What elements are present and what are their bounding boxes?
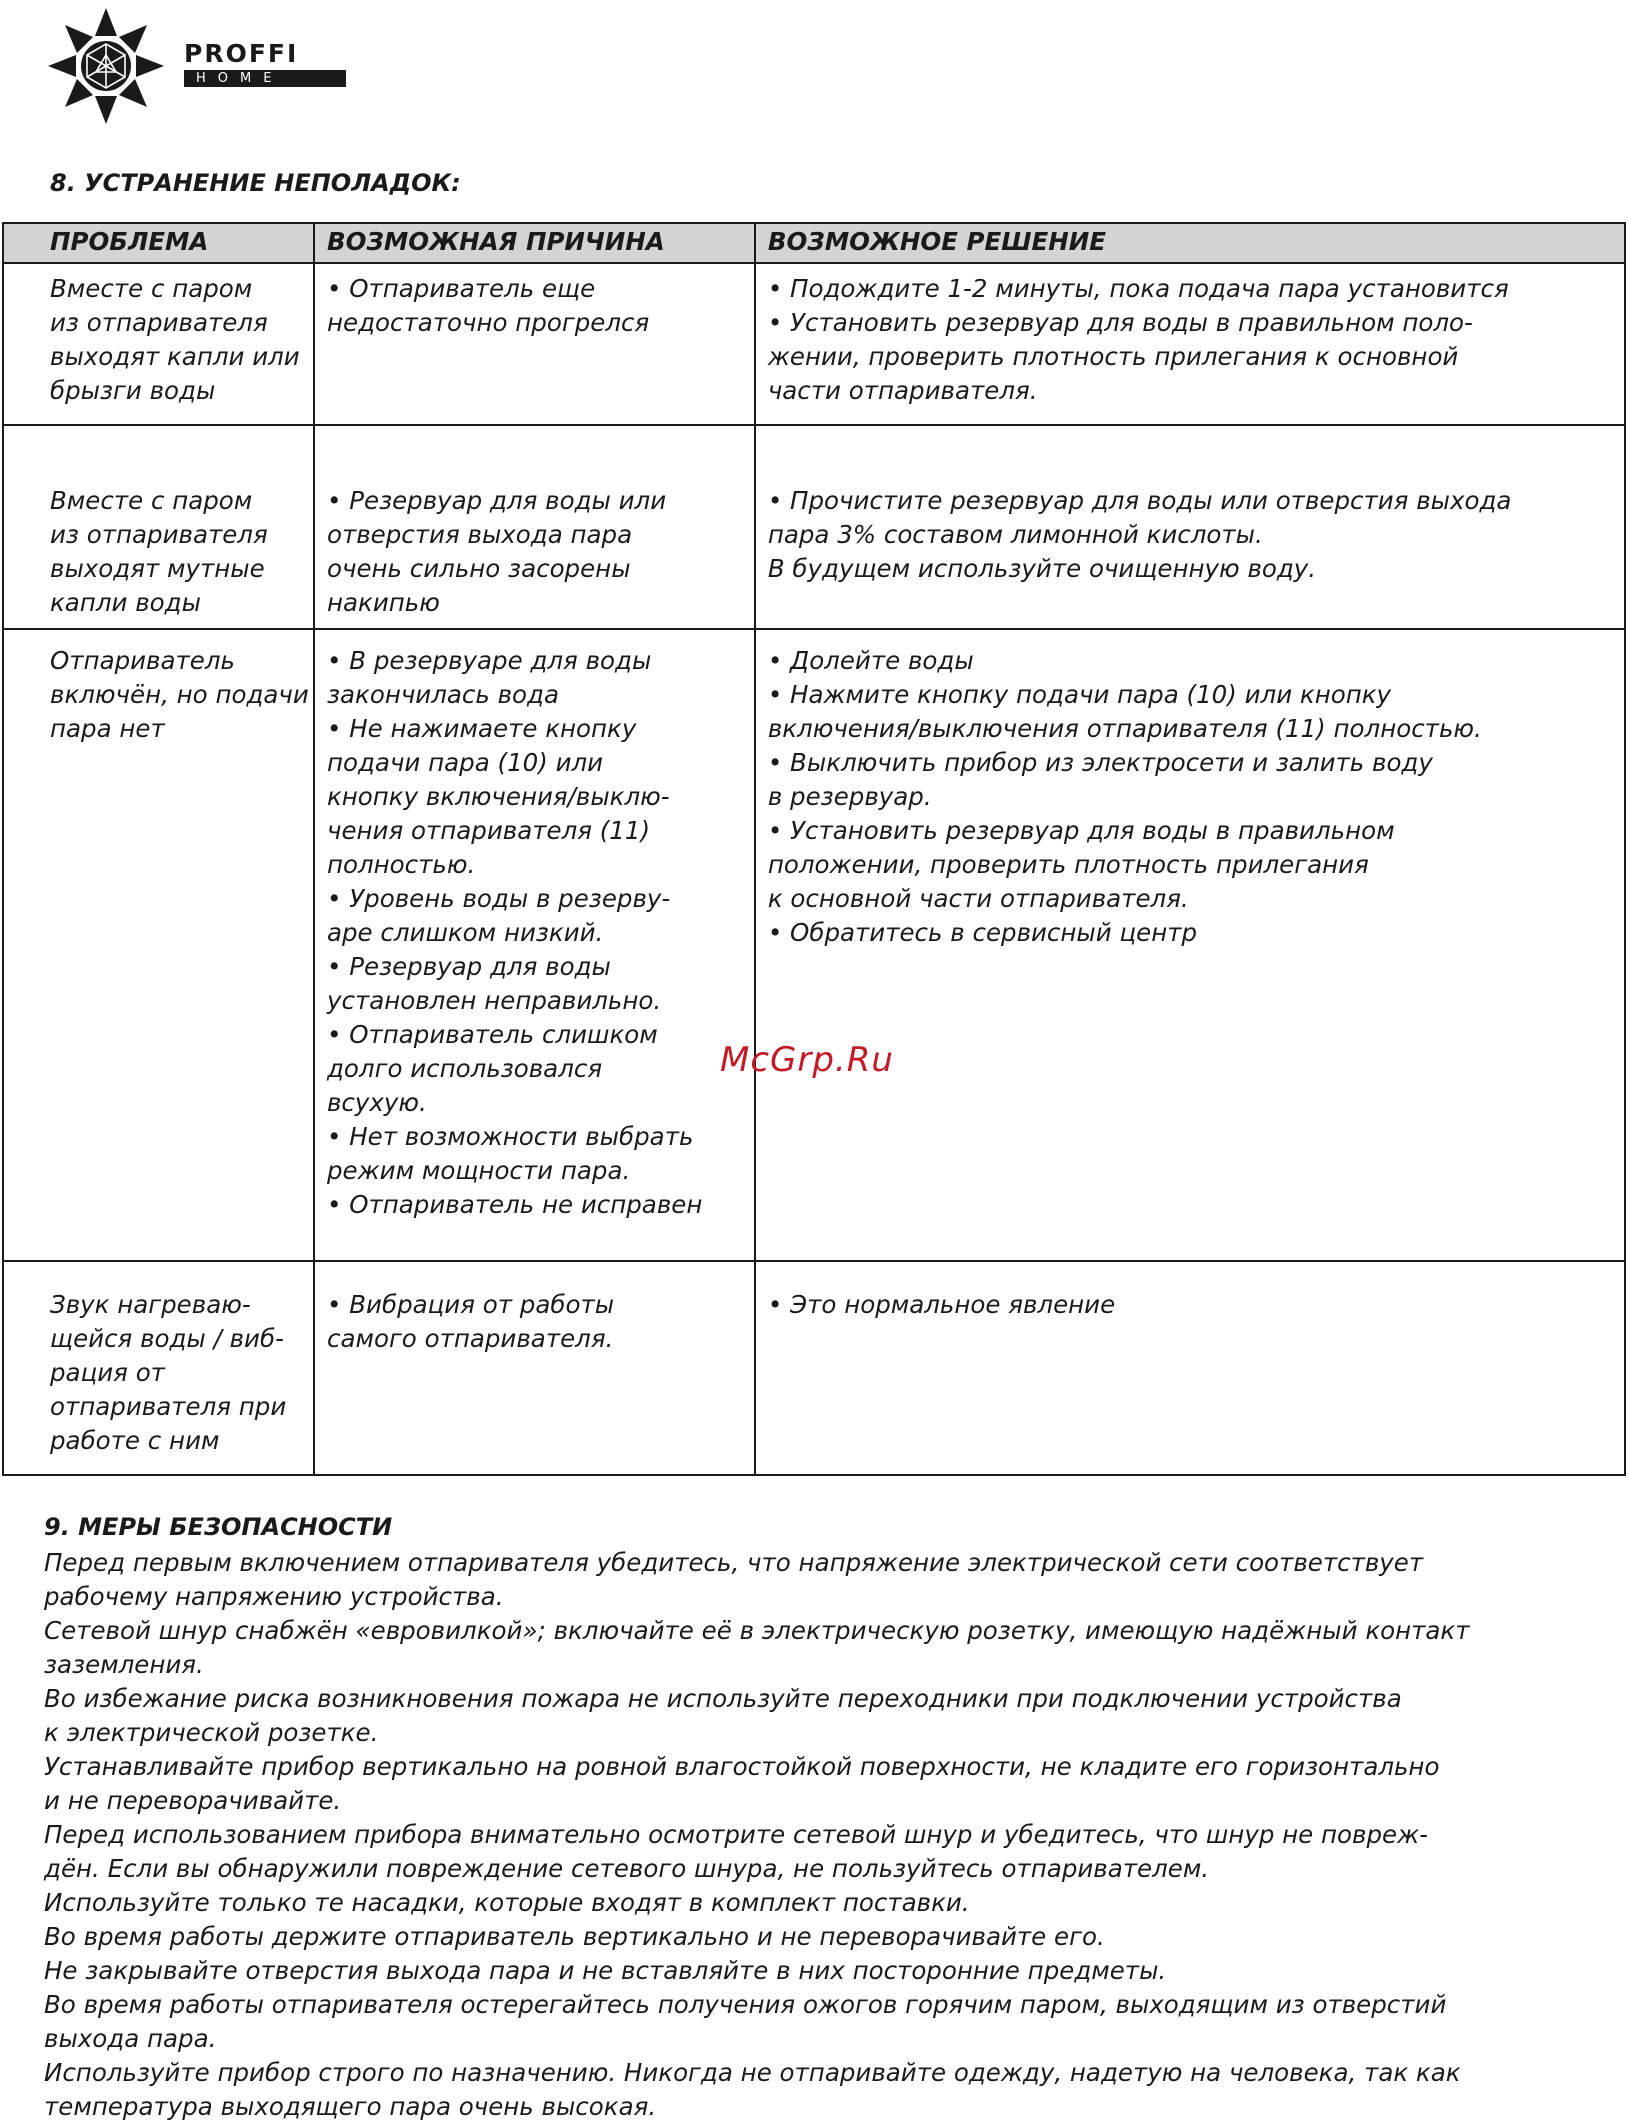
- safety-line: выхода пара.: [44, 2024, 217, 2053]
- cell-line: • В резервуаре для воды: [326, 646, 652, 675]
- cell-line: чения отпаривателя (11): [326, 816, 651, 845]
- safety-line: к электрической розетке.: [44, 1718, 379, 1747]
- troubleshooting-title: 8. УСТРАНЕНИЕ НЕПОЛАДОК:: [50, 169, 461, 197]
- cell-problem: [3, 425, 314, 629]
- safety-line: Сетевой шнур снабжён «евровилкой»; включайте её в электрическую розетку, имеющую надёжный контакт: [44, 1616, 1470, 1645]
- cell-line: В будущем используйте очищенную воду.: [767, 554, 1317, 583]
- cell-line: части отпаривателя.: [767, 376, 1038, 405]
- cell-line: рация от: [50, 1358, 165, 1387]
- cell-line: • Нажмите кнопку подачи пара (10) или кнопку: [767, 680, 1392, 709]
- cell-line: из отпаривателя: [50, 520, 268, 549]
- cell-line: • Отпариватель не исправен: [326, 1190, 703, 1219]
- cell-line: накипью: [326, 588, 440, 617]
- cell-cause: [314, 629, 755, 1261]
- cell-line: • Резервуар для воды: [326, 952, 611, 981]
- cell-line: жении, проверить плотность прилегания к основной: [767, 342, 1459, 371]
- safety-line: Используйте прибор строго по назначению. Никогда не отпаривайте одежду, надетую на человека, так как: [44, 2058, 1461, 2087]
- watermark: McGrp.Ru: [720, 1040, 894, 1080]
- table-row: [3, 263, 1625, 425]
- cell-line: в резервуар.: [767, 782, 932, 811]
- cell-line: • Отпариватель еще: [326, 274, 596, 303]
- cell-line: выходят капли или: [50, 342, 300, 371]
- cell-line: очень сильно засорены: [326, 554, 631, 583]
- cell-line: отверстия выхода пара: [326, 520, 633, 549]
- cell-solution: [755, 263, 1625, 425]
- cell-line: недостаточно прогрелся: [326, 308, 650, 337]
- cell-line: кнопку включения/выклю-: [326, 782, 670, 811]
- cell-line: • Уровень воды в резерву-: [326, 884, 671, 913]
- proffi-star-logo-icon: [44, 6, 174, 126]
- safety-line: Во избежание риска возникновения пожара не используйте переходники при подключении устройства: [44, 1684, 1402, 1713]
- cell-line: • Долейте воды: [767, 646, 974, 675]
- cell-line: • Это нормальное явление: [767, 1290, 1116, 1319]
- cell-line: • Не нажимаете кнопку: [326, 714, 637, 743]
- cell-line: • Подождите 1-2 минуты, пока подача пара установится: [767, 274, 1509, 303]
- brand-wordmark: [184, 40, 346, 87]
- cell-line: выходят мутные: [50, 554, 265, 583]
- cell-problem: [3, 629, 314, 1261]
- cell-line: аре слишком низкий.: [326, 918, 604, 947]
- cell-cause: [314, 263, 755, 425]
- cell-line: • Вибрация от работы: [326, 1290, 615, 1319]
- safety-line: Используйте только те насадки, которые входят в комплект поставки.: [44, 1888, 970, 1917]
- table-header-row: [3, 223, 1625, 263]
- cell-line: закончилась вода: [326, 680, 559, 709]
- cell-solution: [755, 629, 1625, 1261]
- cell-line: пара нет: [50, 714, 165, 743]
- cell-line: • Прочистите резервуар для воды или отверстия выхода: [767, 486, 1512, 515]
- safety-line: дён. Если вы обнаружили повреждение сетевого шнура, не пользуйтесь отпаривателем.: [44, 1854, 1210, 1883]
- cell-line: • Установить резервуар для воды в правильном поло-: [767, 308, 1473, 337]
- brand-logo: [44, 6, 364, 126]
- troubleshooting-table: [2, 222, 1626, 1476]
- cell-line: • Резервуар для воды или: [326, 486, 667, 515]
- cell-cause: [314, 425, 755, 629]
- cell-line: Отпариватель: [50, 646, 235, 675]
- cell-line: • Установить резервуар для воды в правильном: [767, 816, 1395, 845]
- safety-line: заземления.: [44, 1650, 204, 1679]
- cell-line: щейся воды / виб-: [50, 1324, 284, 1353]
- brand-sub: HOME: [184, 70, 346, 87]
- cell-problem: [3, 263, 314, 425]
- cell-line: работе с ним: [50, 1426, 220, 1455]
- brand-name: PROFFI: [184, 39, 299, 68]
- cell-problem: [3, 1261, 314, 1475]
- safety-line: и не переворачивайте.: [44, 1786, 342, 1815]
- cell-line: из отпаривателя: [50, 308, 268, 337]
- table-row: [3, 629, 1625, 1261]
- cell-line: брызги воды: [50, 376, 216, 405]
- cell-line: Вместе с паром: [50, 274, 253, 303]
- cell-solution: [755, 425, 1625, 629]
- cell-line: подачи пара (10) или: [326, 748, 604, 777]
- cell-line: Вместе с паром: [50, 486, 253, 515]
- cell-line: положении, проверить плотность прилегания: [767, 850, 1369, 879]
- table-row: [3, 1261, 1625, 1475]
- cell-line: режим мощности пара.: [326, 1156, 631, 1185]
- cell-line: капли воды: [50, 588, 201, 617]
- safety-line: Перед использованием прибора внимательно осмотрите сетевой шнур и убедитесь, что шнур не повреж-: [44, 1820, 1429, 1849]
- safety-line: Не закрывайте отверстия выхода пара и не вставляйте в них посторонние предметы.: [44, 1956, 1167, 1985]
- header-problem: ПРОБЛЕМА: [3, 223, 314, 263]
- cell-line: полностью.: [326, 850, 476, 879]
- cell-line: включён, но подачи: [50, 680, 309, 709]
- cell-line: • Отпариватель слишком: [326, 1020, 658, 1049]
- cell-line: всухую.: [326, 1088, 427, 1117]
- safety-title: 9. МЕРЫ БЕЗОПАСНОСТИ: [44, 1513, 393, 1541]
- cell-line: пара 3% составом лимонной кислоты.: [767, 520, 1263, 549]
- safety-text: [44, 1546, 1614, 2124]
- safety-line: рабочему напряжению устройства.: [44, 1582, 504, 1611]
- cell-line: к основной части отпаривателя.: [767, 884, 1189, 913]
- header-cause: ВОЗМОЖНАЯ ПРИЧИНА: [314, 223, 755, 263]
- cell-line: Звук нагреваю-: [50, 1290, 251, 1319]
- cell-line: самого отпаривателя.: [326, 1324, 614, 1353]
- cell-cause: [314, 1261, 755, 1475]
- cell-line: долго использовался: [326, 1054, 603, 1083]
- safety-line: Устанавливайте прибор вертикально на ровной влагостойкой поверхности, не кладите его горизонтально: [44, 1752, 1440, 1781]
- cell-solution: [755, 1261, 1625, 1475]
- cell-line: • Выключить прибор из электросети и залить воду: [767, 748, 1433, 777]
- cell-line: отпаривателя при: [50, 1392, 287, 1421]
- cell-line: установлен неправильно.: [326, 986, 662, 1015]
- safety-line: Во время работы держите отпариватель вертикально и не переворачивайте его.: [44, 1922, 1105, 1951]
- safety-line: Перед первым включением отпаривателя убедитесь, что напряжение электрической сети соответствует: [44, 1548, 1424, 1577]
- safety-line: Во время работы отпаривателя остерегайтесь получения ожогов горячим паром, выходящим из отверстий: [44, 1990, 1447, 2019]
- safety-line: температура выходящего пара очень высокая.: [44, 2092, 657, 2121]
- table-row: [3, 425, 1625, 629]
- cell-line: • Нет возможности выбрать: [326, 1122, 694, 1151]
- cell-line: • Обратитесь в сервисный центр: [767, 918, 1198, 947]
- cell-line: включения/выключения отпаривателя (11) полностью.: [767, 714, 1482, 743]
- header-solution: ВОЗМОЖНОЕ РЕШЕНИЕ: [755, 223, 1625, 263]
